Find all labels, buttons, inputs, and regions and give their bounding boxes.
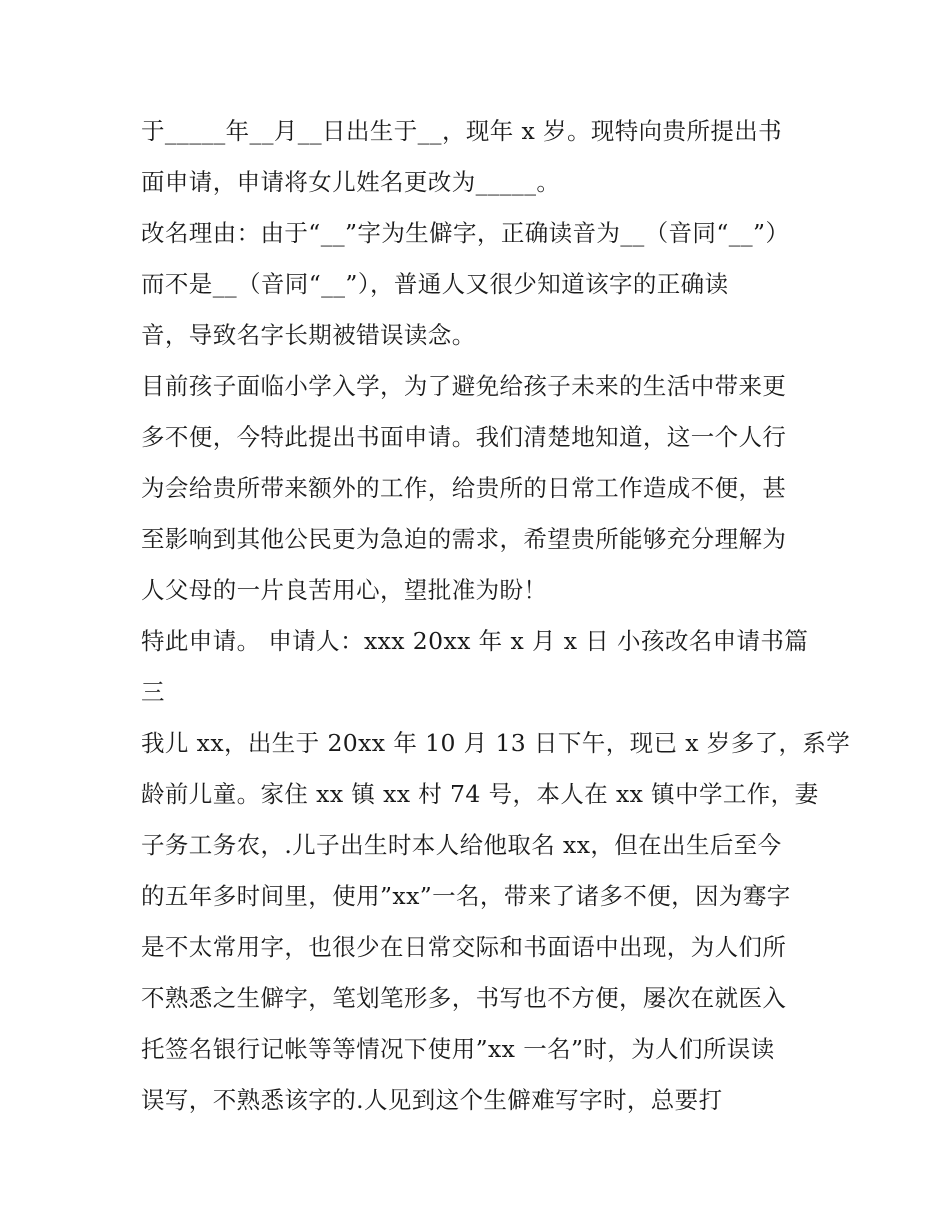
text-line: 特此申请。 申请人：xxx 20xx 年 x 月 x 日 小孩改名申请书篇 [141, 627, 809, 655]
text-line: 于_____年__月__日出生于__，现年 x 岁。现特向贵所提出书 [141, 117, 783, 145]
text-line: 而不是__（音同“__”），普通人又很少知道该字的正确读 [141, 270, 729, 298]
text-line: 改名理由：由于“__”字为生僻字，正确读音为__（音同“__”） [141, 219, 790, 247]
text-line: 我儿 xx，出生于 20xx 年 10 月 13 日下午，现已 x 岁多了，系学 [141, 729, 851, 757]
text-line: 托签名银行记帐等等情况下使用”xx 一名”时，为人们所误读 [141, 1035, 775, 1063]
text-line: 多不便，今特此提出书面申请。我们清楚地知道，这一个人行 [141, 423, 787, 451]
text-line: 目前孩子面临小学入学，为了避免给孩子未来的生活中带来更 [141, 372, 787, 400]
text-line: 人父母的一片良苦用心，望批准为盼！ [141, 576, 548, 604]
text-line: 不熟悉之生僻字，笔划笔形多，书写也不方便，屡次在就医入 [141, 984, 787, 1012]
text-line: 为会给贵所带来额外的工作，给贵所的日常工作造成不便，甚 [141, 474, 787, 502]
document-body [141, 106, 851, 1126]
text-line: 至影响到其他公民更为急迫的需求，希望贵所能够充分理解为 [141, 525, 787, 553]
text-line: 龄前儿童。家住 xx 镇 xx 村 74 号，本人在 xx 镇中学工作，妻 [141, 780, 819, 808]
text-line: 是不太常用字，也很少在日常交际和书面语中出现，为人们所 [141, 933, 787, 961]
text-line: 的五年多时间里，使用”xx”一名，带来了诸多不便，因为骞字 [141, 882, 791, 910]
text-line: 三 [141, 678, 165, 706]
text-line: 子务工务农，.儿子出生时本人给他取名 xx，但在出生后至今 [141, 831, 782, 859]
text-line: 音，导致名字长期被错误读念。 [141, 321, 476, 349]
text-line: 面申请，申请将女儿姓名更改为_____。 [141, 168, 561, 196]
text-line: 误写，不熟悉该字的.人见到这个生僻难写字时，总要打 [141, 1086, 723, 1114]
